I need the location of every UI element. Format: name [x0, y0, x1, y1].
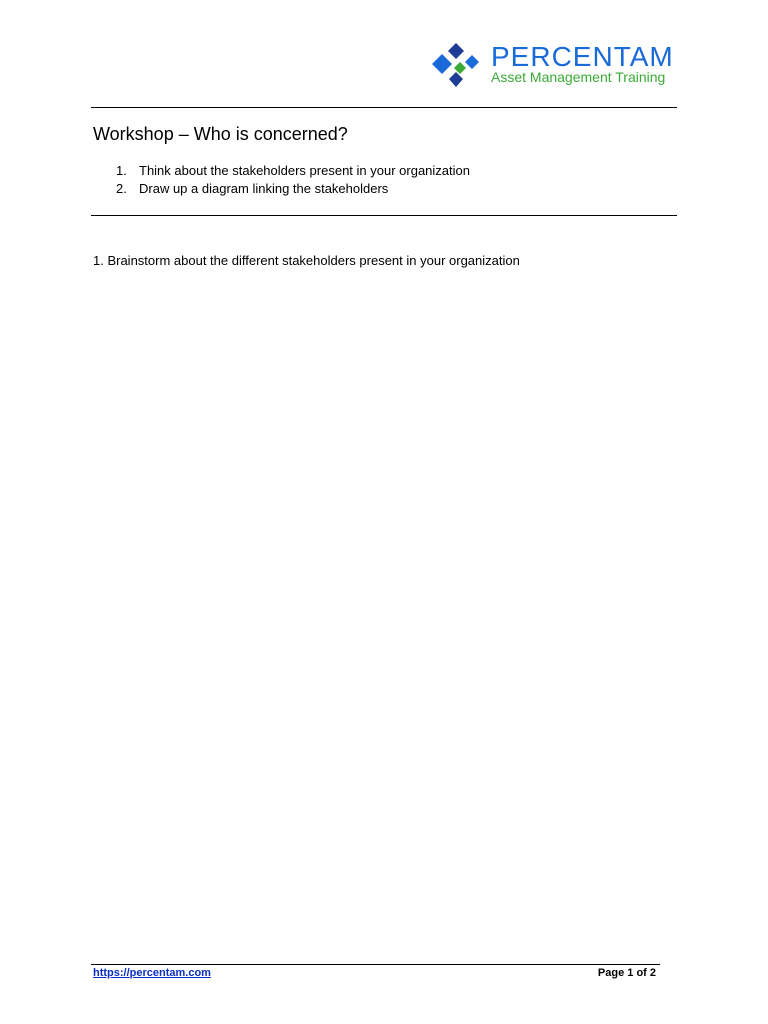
- logo-diamond-top: [448, 43, 464, 59]
- brainstorm-instruction: 1. Brainstorm about the different stakeholders present in your organization: [93, 253, 520, 268]
- header-divider: [91, 107, 677, 108]
- step-text: Draw up a diagram linking the stakeholders: [139, 181, 389, 196]
- section-divider: [91, 215, 677, 216]
- logo-diamond-bottom: [449, 72, 463, 87]
- step-number: 1.: [116, 163, 127, 178]
- page-number: Page 1 of 2: [597, 967, 656, 979]
- brand-name: PERCENTAM: [491, 41, 674, 72]
- step-number: 2.: [116, 181, 127, 196]
- website-link[interactable]: https://percentam.com: [93, 967, 211, 979]
- brand-tagline: Asset Management Training: [491, 69, 666, 85]
- percentam-logo-icon: [430, 42, 480, 90]
- logo-diamond-left: [432, 54, 452, 74]
- logo-diamond-right: [465, 55, 479, 69]
- step-text: Think about the stakeholders present in your organization: [139, 163, 470, 178]
- workshop-title: Workshop – Who is concerned?: [93, 124, 348, 144]
- logo-diamond-center: [454, 62, 466, 74]
